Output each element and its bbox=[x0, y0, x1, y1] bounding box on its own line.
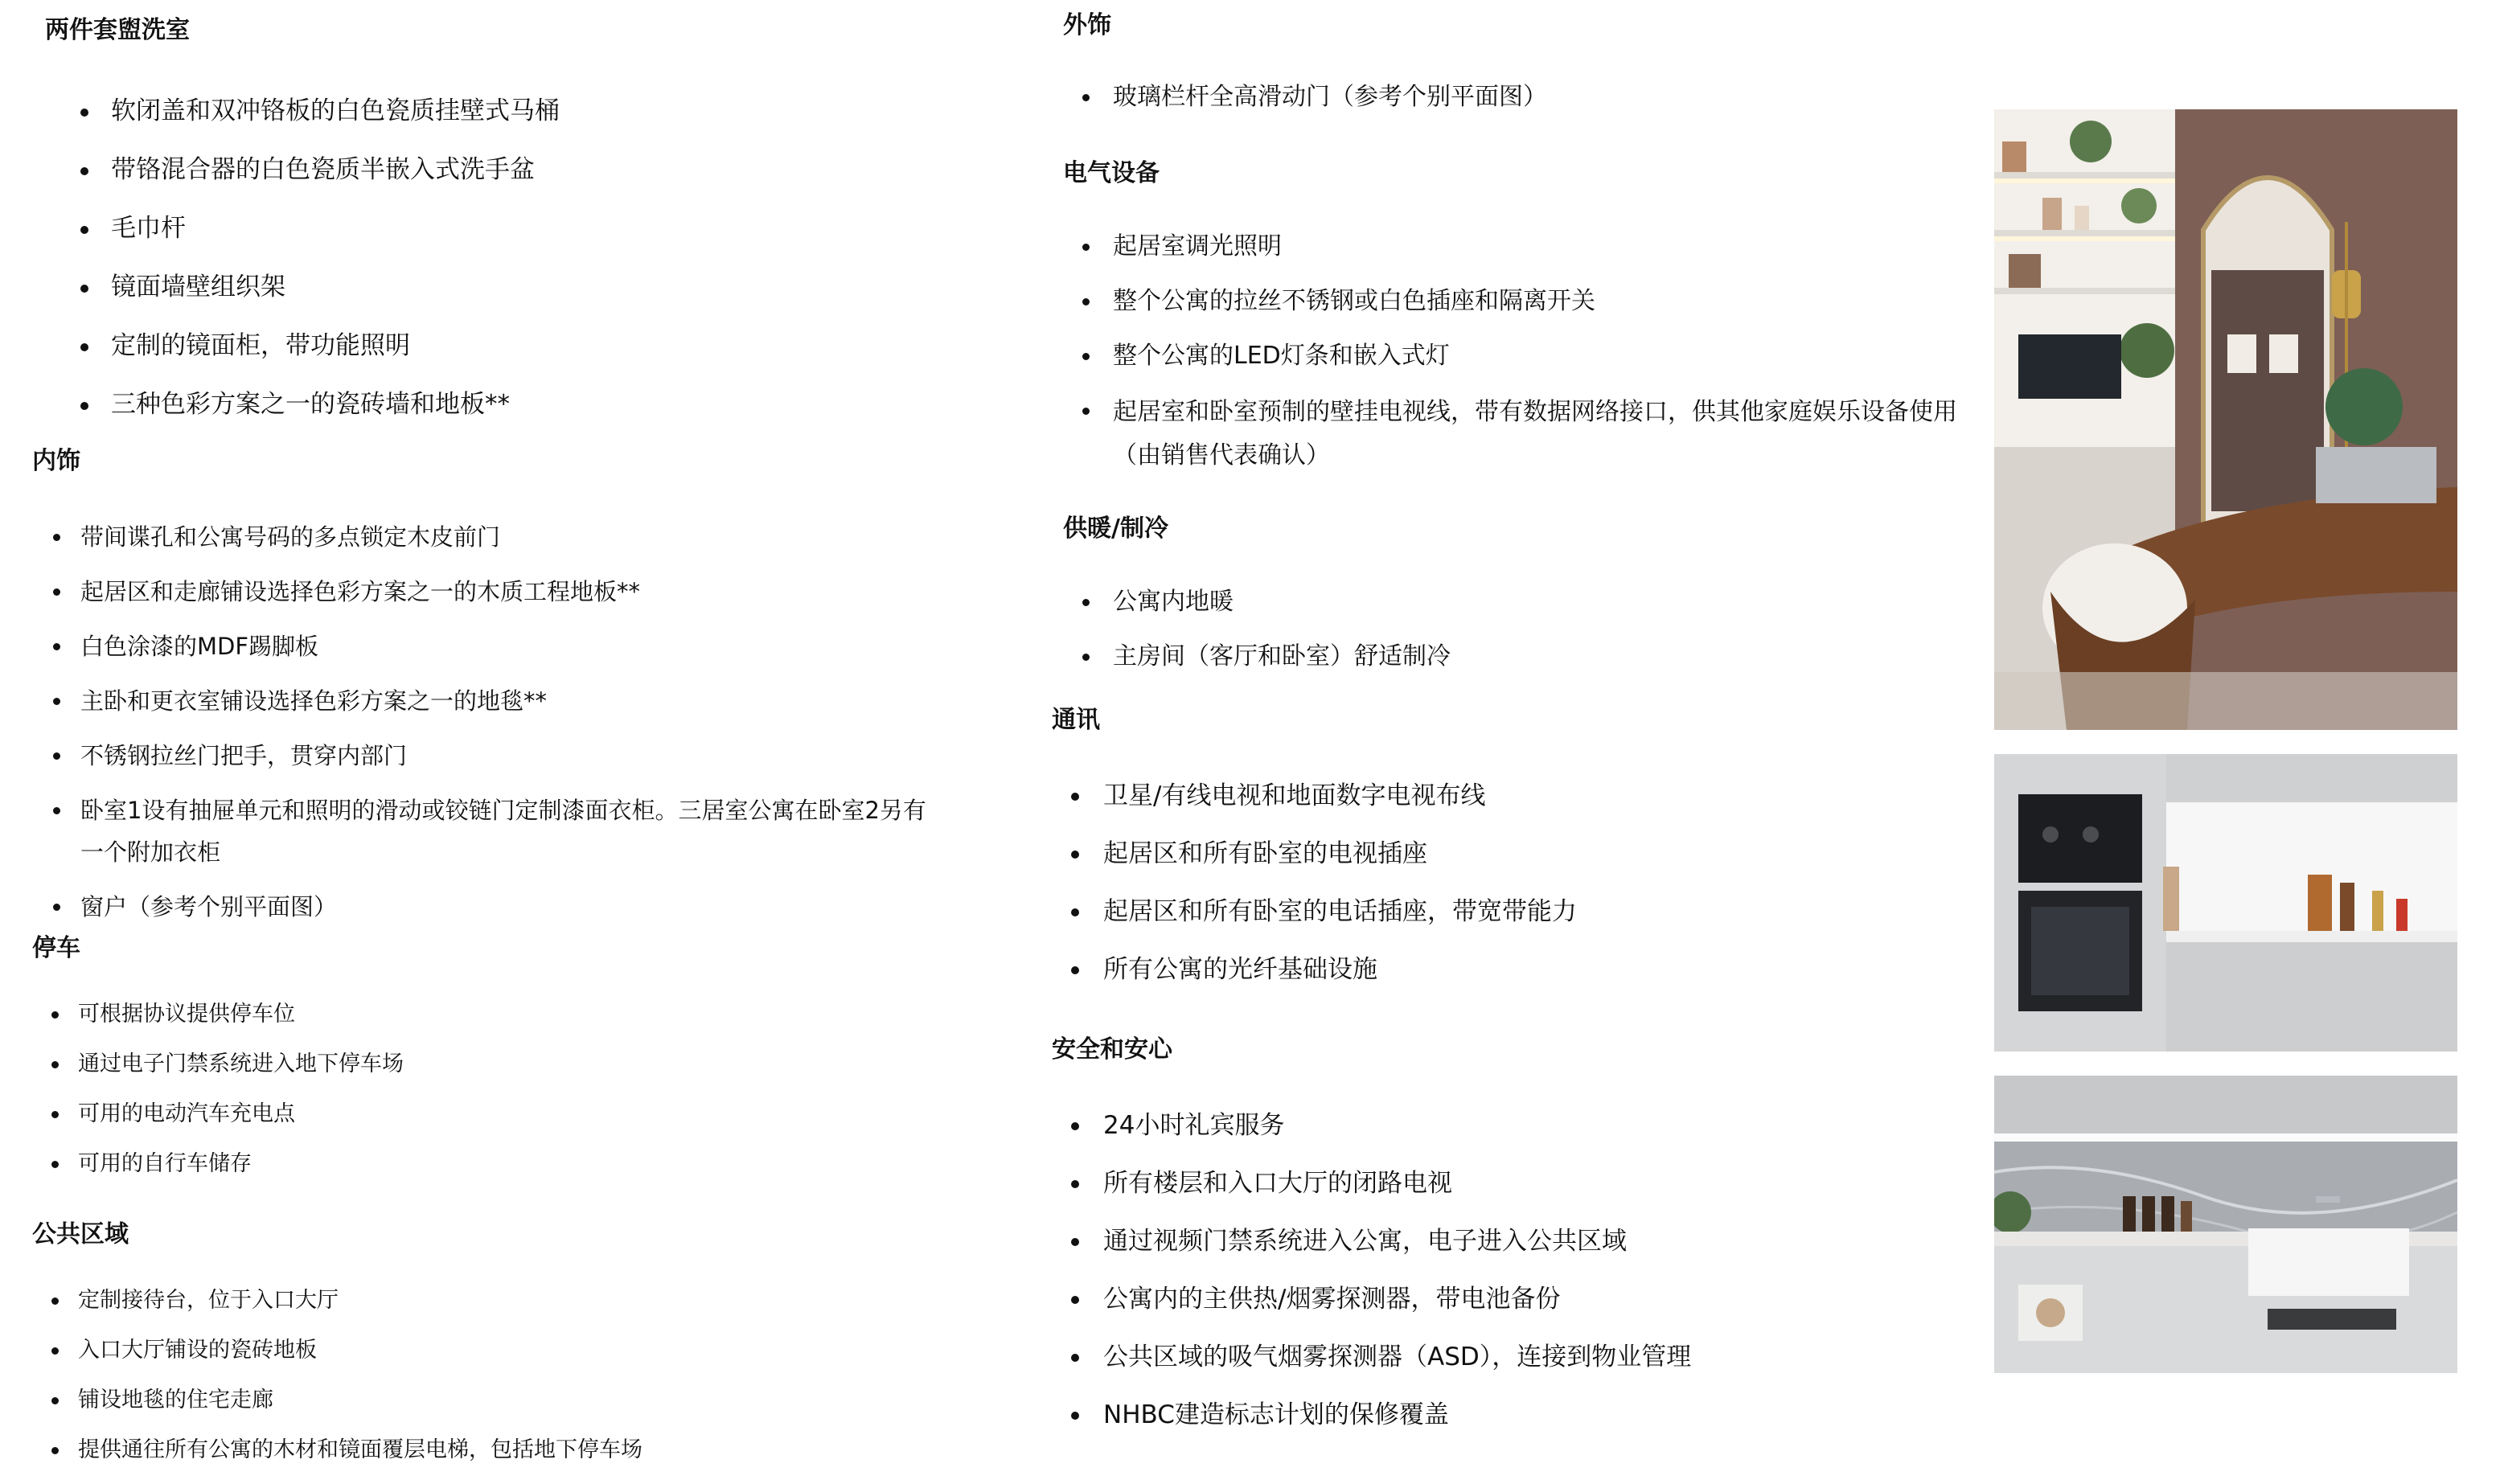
list-item: 镜面墙壁组织架 bbox=[45, 269, 1010, 305]
section-security bbox=[1052, 1034, 1960, 1455]
bullet-list bbox=[45, 93, 1010, 422]
section-communications bbox=[1052, 704, 1960, 1010]
section-title: 电气设备 bbox=[1063, 159, 1160, 187]
bullet-list bbox=[32, 1285, 997, 1466]
list-item: 通过电子门禁系统进入地下停车场 bbox=[32, 1048, 997, 1080]
bullet-list bbox=[1052, 1108, 1960, 1433]
section-interior bbox=[32, 445, 949, 941]
list-item: 整个公寓的LED灯条和嵌入式灯 bbox=[1063, 336, 1964, 376]
list-item: 公寓内地暖 bbox=[1063, 582, 1964, 622]
list-item: 可用的电动汽车充电点 bbox=[32, 1098, 997, 1130]
section-title: 两件套盥洗室 bbox=[45, 16, 190, 44]
list-item: 入口大厅铺设的瓷砖地板 bbox=[32, 1334, 997, 1367]
list-item: 公共区域的吸气烟雾探测器（ASD），连接到物业管理 bbox=[1052, 1339, 1960, 1375]
section-title: 公共区域 bbox=[32, 1220, 129, 1248]
list-item: 毛巾杆 bbox=[45, 211, 1010, 246]
section-title: 内饰 bbox=[32, 447, 80, 475]
list-item: 起居区和走廊铺设选择色彩方案之一的木质工程地板** bbox=[32, 571, 949, 613]
list-item: 三种色彩方案之一的瓷砖墙和地板** bbox=[45, 387, 1010, 422]
list-item: 定制接待台，位于入口大厅 bbox=[32, 1285, 997, 1317]
section-title: 通讯 bbox=[1052, 706, 1100, 734]
list-item: 定制的镜面柜，带功能照明 bbox=[45, 328, 1010, 363]
list-item: 白色涂漆的MDF踢脚板 bbox=[32, 625, 949, 667]
list-item: 起居室和卧室预制的壁挂电视线，带有数据网络接口，供其他家庭娱乐设备使用（由销售代表确认） bbox=[1063, 391, 1964, 478]
list-item: 玻璃栏杆全高滑动门（参考个别平面图） bbox=[1063, 77, 1964, 117]
section-title: 供暖/制冷 bbox=[1063, 514, 1168, 543]
section-exterior bbox=[1063, 10, 1964, 132]
list-item: 带铬混合器的白色瓷质半嵌入式洗手盆 bbox=[45, 152, 1010, 187]
list-item: 窗户（参考个别平面图） bbox=[32, 886, 949, 928]
section-common-areas bbox=[32, 1219, 997, 1484]
list-item: 卫星/有线电视和地面数字电视布线 bbox=[1052, 778, 1960, 814]
list-item: 起居室调光照明 bbox=[1063, 227, 1964, 267]
list-item: 主卧和更衣室铺设选择色彩方案之一的地毯** bbox=[32, 680, 949, 722]
section-title: 外饰 bbox=[1063, 11, 1111, 39]
bullet-list bbox=[32, 998, 997, 1180]
bullet-list bbox=[1063, 582, 1964, 677]
list-item: 起居区和所有卧室的电话插座，带宽带能力 bbox=[1052, 894, 1960, 929]
list-item: 提供通往所有公寓的木材和镜面覆层电梯，包括地下停车场 bbox=[32, 1434, 997, 1466]
list-item: 不锈钢拉丝门把手，贯穿内部门 bbox=[32, 735, 949, 777]
list-item: 卧室1设有抽屉单元和照明的滑动或铰链门定制漆面衣柜。三居室公寓在卧室2另有一个附加衣柜 bbox=[32, 789, 949, 873]
list-item: 可根据协议提供停车位 bbox=[32, 998, 997, 1031]
list-item: 可用的自行车储存 bbox=[32, 1148, 997, 1180]
section-title: 停车 bbox=[32, 934, 80, 962]
list-item: 24小时礼宾服务 bbox=[1052, 1108, 1960, 1143]
bathroom-photo bbox=[1994, 1076, 2457, 1373]
list-item: 所有楼层和入口大厅的闭路电视 bbox=[1052, 1166, 1960, 1201]
list-item: 起居区和所有卧室的电视插座 bbox=[1052, 836, 1960, 871]
section-electrical bbox=[1063, 158, 1964, 492]
bullet-list bbox=[32, 516, 949, 928]
list-item: 公寓内的主供热/烟雾探测器，带电池备份 bbox=[1052, 1281, 1960, 1317]
list-item: 软闭盖和双冲铬板的白色瓷质挂壁式马桶 bbox=[45, 93, 1010, 129]
section-title: 安全和安心 bbox=[1052, 1035, 1172, 1064]
list-item: NHBC建造标志计划的保修覆盖 bbox=[1052, 1397, 1960, 1433]
list-item: 通过视频门禁系统进入公寓，电子进入公共区域 bbox=[1052, 1224, 1960, 1259]
list-item: 所有公寓的光纤基础设施 bbox=[1052, 952, 1960, 987]
list-item: 主房间（客厅和卧室）舒适制冷 bbox=[1063, 637, 1964, 677]
section-parking bbox=[32, 933, 997, 1198]
kitchen-photo bbox=[1994, 754, 2457, 1052]
bullet-list bbox=[1063, 227, 1964, 478]
living-room-photo bbox=[1994, 109, 2457, 730]
section-bathroom bbox=[45, 14, 1010, 445]
list-item: 铺设地毯的住宅走廊 bbox=[32, 1384, 997, 1416]
bullet-list bbox=[1052, 778, 1960, 987]
section-heating-cooling bbox=[1063, 513, 1964, 691]
list-item: 带间谍孔和公寓号码的多点锁定木皮前门 bbox=[32, 516, 949, 558]
list-item: 整个公寓的拉丝不锈钢或白色插座和隔离开关 bbox=[1063, 281, 1964, 322]
bullet-list bbox=[1063, 77, 1964, 117]
